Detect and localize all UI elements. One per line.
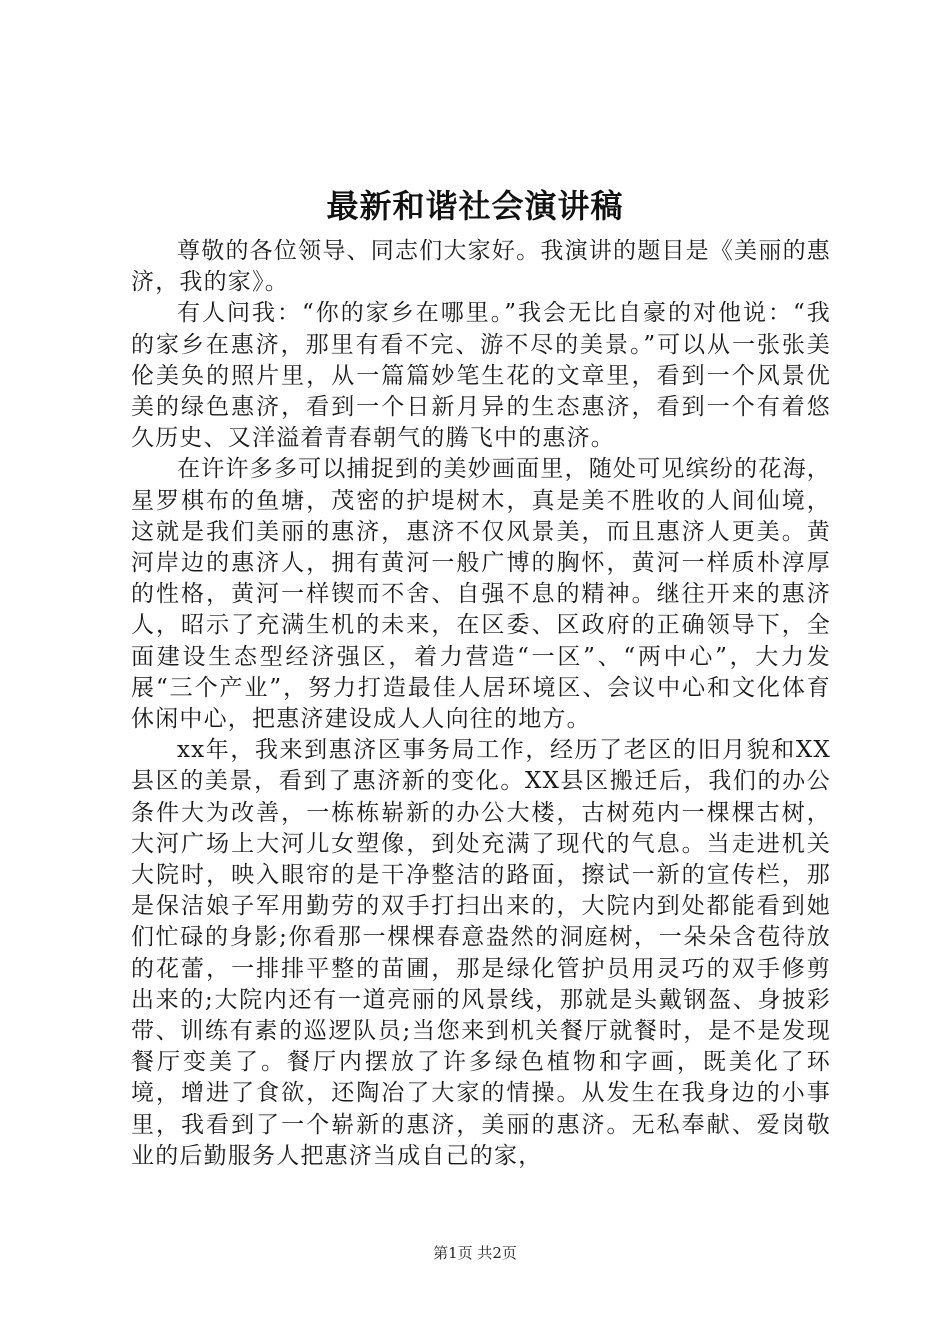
paragraph-hometown: 有人问我：“你的家乡在哪里。”我会无比自豪的对他说：“我的家乡在惠济，那里有看不完、游不尽的美景。”可以从一张张美伦美奂的照片里，从一篇篇妙笔生花的文章里，看到一个风景优美的绿色惠济，看到一个日新月异的生态惠济，看到一个有着悠久历史、又洋溢着青春朝气的腾飞中的惠济。 bbox=[131, 300, 831, 452]
paragraph-greeting: 尊敬的各位领导、同志们大家好。我演讲的题目是《美丽的惠济，我的家》。 bbox=[131, 238, 831, 296]
paragraph-scenery: 在许许多多可以捕捉到的美妙画面里，随处可见缤纷的花海，星罗棋布的鱼塘，茂密的护堤树木，真是美不胜收的人间仙境，这就是我们美丽的惠济，惠济不仅风景美，而且惠济人更美。黄河岸边的惠济人，拥有黄河一般广博的胸怀，黄河一样质朴淳厚的性格，黄河一样锲而不舍、自强不息的精神。继往开来的惠济人，昭示了充满生机的未来，在区委、区政府的正确领导下，全面建设生态型经济强区，着力营造“一区”、“两中心”，大力发展“三个产业”，努力打造最佳人居环境区、会议中心和文化体育休闲中心，把惠济建设成人人向往的地方。 bbox=[131, 456, 831, 733]
paragraph-work-experience: xx年，我来到惠济区事务局工作，经历了老区的旧月貌和XX县区的美景，看到了惠济新的变化。XX县区搬迁后，我们的办公条件大为改善，一栋栋崭新的办公大楼，古树苑内一棵棵古树，大河广场上大河儿女塑像，到处充满了现代的气息。当走进机关大院时，映入眼帘的是干净整洁的路面，擦试一新的宣传栏，那是保洁娘子军用勤劳的双手打扫出来的，大院内到处都能看到她们忙碌的身影;你看那一棵棵春意盎然的洞庭树，一朵朵含苞待放的花蕾，一排排平整的苗圃，那是绿化管护员用灵巧的双手修剪出来的;大院内还有一道亮丽的风景线，那就是头戴钢盔、身披彩带、训练有素的巡逻队员;当您来到机关餐厅就餐时，是不是发现餐厅变美了。餐厅内摆放了许多绿色植物和字画，既美化了环境，增进了食欲，还陶冶了大家的情操。从发生在我身边的小事里，我看到了一个崭新的惠济，美丽的惠济。无私奉献、爱岗敬业的后勤服务人把惠济当成自己的家， bbox=[131, 737, 831, 1169]
page-number-footer: 第1页 共2页 bbox=[433, 1244, 517, 1262]
document-body bbox=[131, 236, 831, 1172]
document-title: 最新和谐社会演讲稿 bbox=[326, 187, 624, 225]
